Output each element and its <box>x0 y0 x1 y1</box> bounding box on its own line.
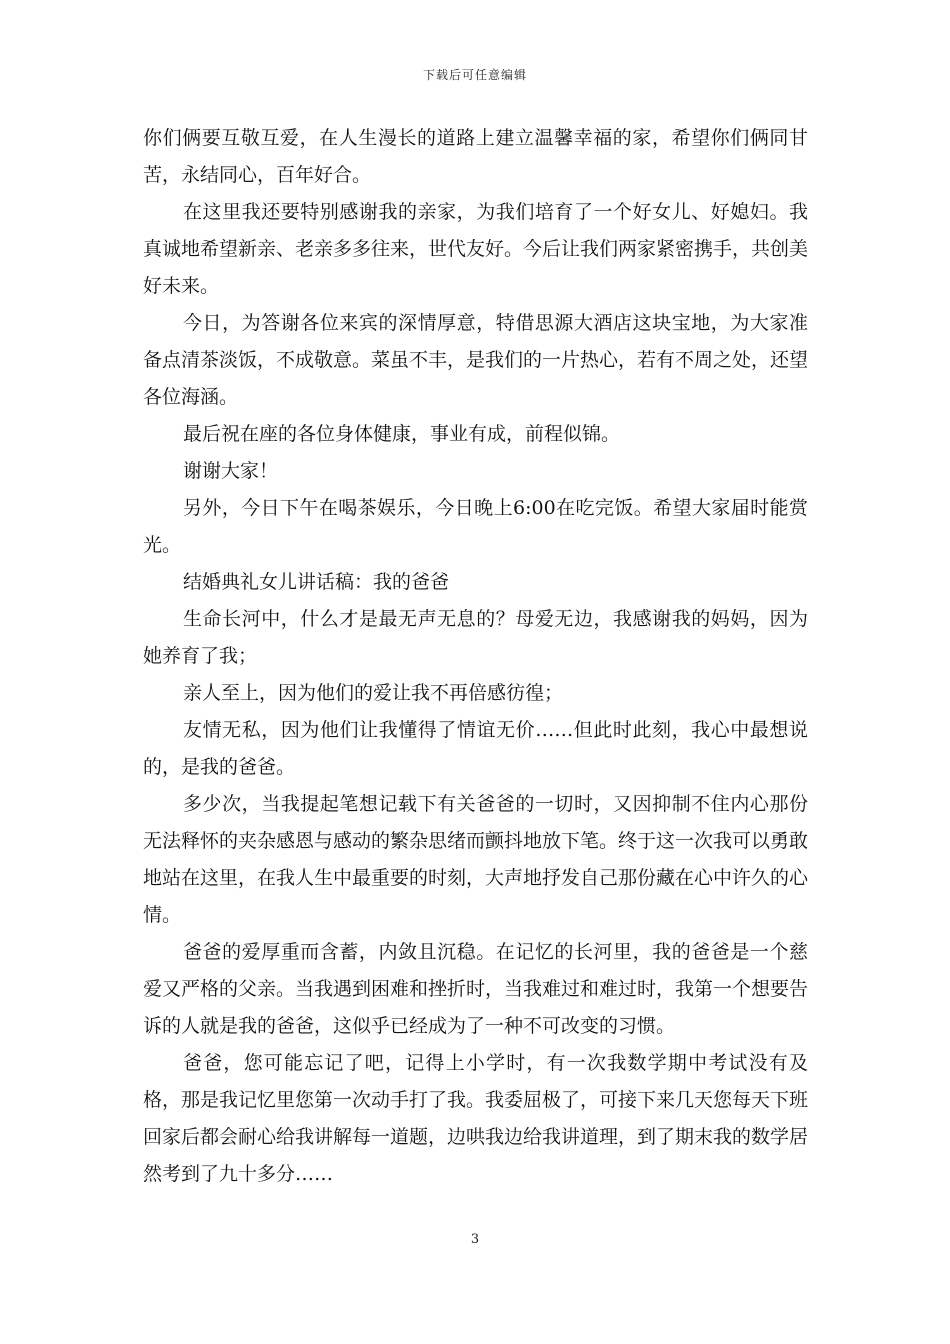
paragraph: 生命长河中，什么才是最无声无息的？母爱无边，我感谢我的妈妈，因为她养育了我； <box>143 608 808 667</box>
document-body <box>143 120 808 1193</box>
paragraph: 今日，为答谢各位来宾的深情厚意，特借思源大酒店这块宝地，为大家准备点清茶淡饭，不成敬意。菜虽不丰，是我们的一片热心，若有不周之处，还望各位海涵。 <box>143 312 809 408</box>
paragraph: 亲人至上，因为他们的爱让我不再倍感彷徨； <box>183 682 564 704</box>
paragraph: 你们俩要互敬互爱，在人生漫长的道路上建立温馨幸福的家，希望你们俩同甘苦，永结同心，百年好合。 <box>143 127 808 186</box>
paragraph: 在这里我还要特别感谢我的亲家，为我们培育了一个好女儿、好媳妇。我真诚地希望新亲、老亲多多往来，世代友好。今后让我们两家紧密携手，共创美好未来。 <box>143 201 809 297</box>
section-heading: 结婚典礼女儿讲话稿：我的爸爸 <box>183 571 450 593</box>
paragraph: 爸爸的爱厚重而含蓄，内敛且沉稳。在记忆的长河里，我的爸爸是一个慈爱又严格的父亲。当我遇到困难和挫折时，当我难过和难过时，我第一个想要告诉的人就是我的爸爸，这似乎已经成为了一种不可改变的习惯。 <box>143 941 809 1037</box>
paragraph: 多少次，当我提起笔想记载下有关爸爸的一切时，又因抑制不住内心那份无法释怀的夹杂感恩与感动的繁杂思绪而颤抖地放下笔。终于这一次我可以勇敢地站在这里，在我人生中最重要的时刻，大声地抒发自己那份藏在心中许久的心情。 <box>143 793 809 926</box>
paragraph: 最后祝在座的各位身体健康，事业有成，前程似锦。 <box>183 423 621 445</box>
page-number: 3 <box>470 1232 480 1247</box>
paragraph: 友情无私，因为他们让我懂得了情谊无价……但此时此刻，我心中最想说的，是我的爸爸。 <box>143 719 808 778</box>
paragraph: 另外，今日下午在喝茶娱乐，今日晚上6:00在吃完饭。希望大家届时能赏光。 <box>143 497 808 556</box>
paragraph: 爸爸，您可能忘记了吧，记得上小学时，有一次我数学期中考试没有及格，那是我记忆里您第一次动手打了我。我委屈极了，可接下来几天您每天下班回家后都会耐心给我讲解每一道题，边哄我边给我讲道理，到了期末我的数学居然考到了九十多分…… <box>143 1052 809 1185</box>
paragraph: 谢谢大家！ <box>183 460 279 482</box>
page-header: 下载后可任意编辑 <box>422 68 527 82</box>
